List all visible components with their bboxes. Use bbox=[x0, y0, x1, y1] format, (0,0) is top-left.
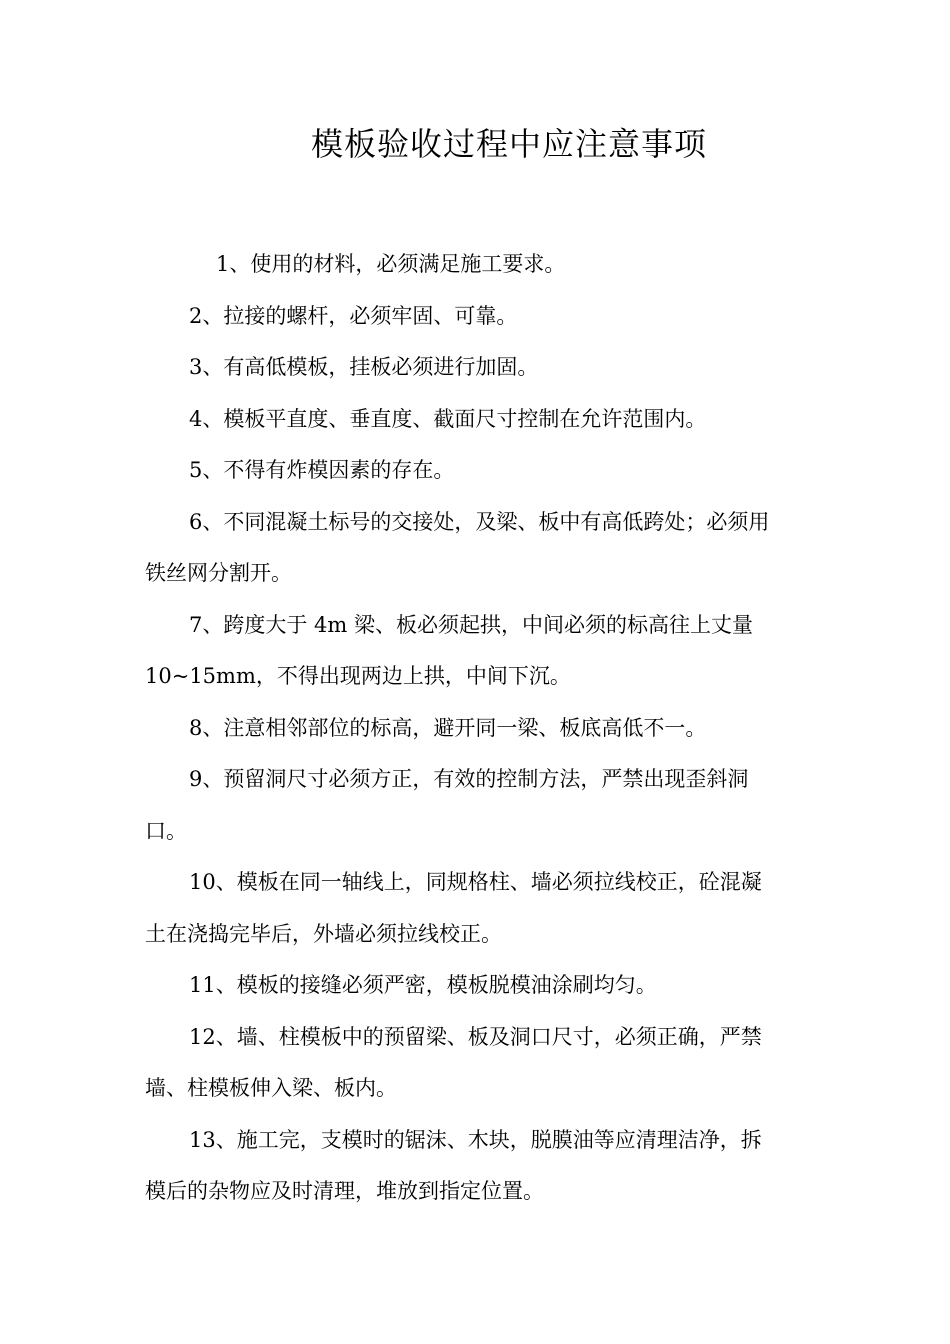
item-text-continued: 模后的杂物应及时清理，堆放到指定位置。 bbox=[145, 1179, 544, 1203]
list-item bbox=[145, 754, 810, 857]
item-text-continued: 铁丝网分割开。 bbox=[145, 561, 292, 585]
list-item bbox=[145, 1115, 810, 1218]
list-item bbox=[145, 497, 810, 600]
list-item bbox=[145, 445, 810, 497]
list-item bbox=[145, 239, 810, 291]
item-text-continued: 口。 bbox=[145, 818, 187, 843]
item-text: 1、使用的材料，必须满足施工要求。 bbox=[216, 252, 566, 276]
item-text: 10、模板在同一轴线上，同规格柱、墙必须拉线校正，砼混凝 bbox=[189, 870, 762, 894]
item-text: 11、模板的接缝必须严密，模板脱模油涂刷均匀。 bbox=[189, 973, 657, 997]
item-text: 9、预留洞尺寸必须方正，有效的控制方法，严禁出现歪斜洞 bbox=[189, 767, 749, 791]
list-item bbox=[145, 1012, 810, 1115]
list-item bbox=[145, 703, 810, 755]
item-text-continued: 10~15mm，不得出现两边上拱，中间下沉。 bbox=[145, 664, 571, 688]
item-text: 5、不得有炸模因素的存在。 bbox=[189, 458, 455, 482]
item-text: 7、跨度大于 4m 梁、板必须起拱，中间必须的标高往上丈量 bbox=[189, 612, 753, 637]
document-body bbox=[145, 239, 810, 1218]
item-text: 8、注意相邻部位的标高，避开同一梁、板底高低不一。 bbox=[189, 715, 707, 740]
list-item bbox=[145, 960, 810, 1012]
item-text: 13、施工完，支模时的锯沫、木块，脱膜油等应清理洁净，拆 bbox=[189, 1127, 762, 1152]
item-text-continued: 墙、柱模板伸入梁、板内。 bbox=[145, 1076, 397, 1100]
list-item bbox=[145, 291, 810, 343]
item-text: 12、墙、柱模板中的预留梁、板及洞口尺寸，必须正确，严禁 bbox=[189, 1024, 762, 1049]
item-text: 3、有高低模板，挂板必须进行加固。 bbox=[189, 355, 539, 379]
list-item bbox=[145, 600, 810, 703]
list-item bbox=[145, 342, 810, 394]
item-text: 4、模板平直度、垂直度、截面尺寸控制在允许范围内。 bbox=[189, 406, 707, 431]
list-item bbox=[145, 857, 810, 960]
document-title: 模板验收过程中应注意事项 bbox=[310, 125, 707, 163]
item-text: 6、不同混凝土标号的交接处，及梁、板中有高低跨处；必须用 bbox=[189, 509, 770, 534]
list-item bbox=[145, 394, 810, 446]
item-text-continued: 土在浇捣完毕后，外墙必须拉线校正。 bbox=[145, 921, 502, 946]
item-text: 2、拉接的螺杆，必须牢固、可靠。 bbox=[189, 303, 518, 328]
